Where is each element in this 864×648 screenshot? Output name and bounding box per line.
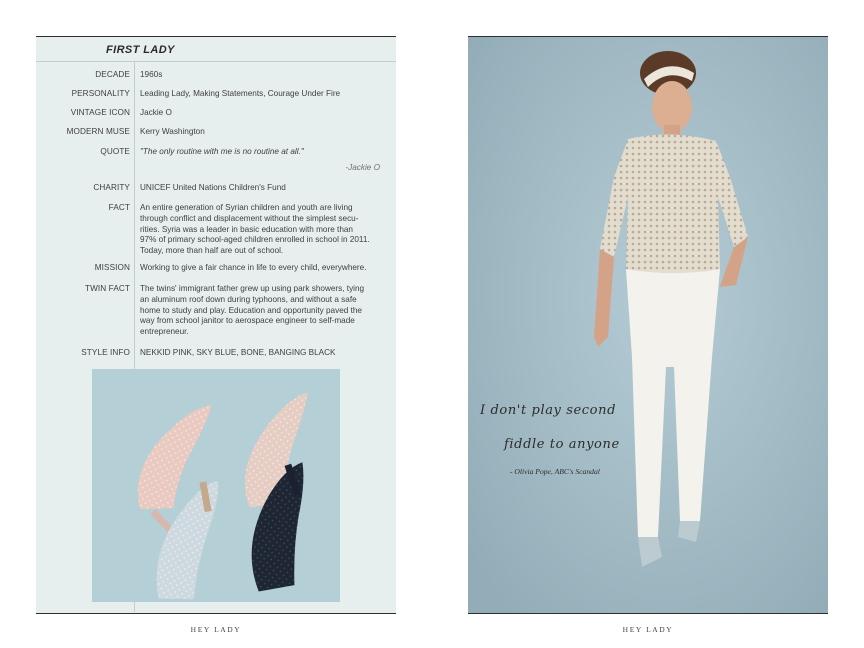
row-label: CHARITY bbox=[93, 183, 130, 192]
title-row bbox=[36, 37, 396, 62]
row-value: Leading Lady, Making Statements, Courage Under Fire bbox=[140, 89, 341, 98]
row-value: NEKKID PINK, SKY BLUE, BONE, BANGING BLACK bbox=[140, 348, 336, 357]
quote-line-1: I don't play second bbox=[480, 403, 616, 418]
quote-attribution: -Jackie O bbox=[345, 163, 380, 172]
text-line: Today, more than half are out of school. bbox=[140, 246, 284, 256]
row-value: UNICEF United Nations Children's Fund bbox=[140, 183, 286, 192]
row-label: QUOTE bbox=[100, 147, 130, 156]
right-page bbox=[468, 36, 828, 614]
footer-right: HEY LADY bbox=[622, 625, 674, 634]
text-line: way from school janitor to aerospace engineer to self-made bbox=[140, 316, 355, 326]
row-label: DECADE bbox=[95, 70, 130, 79]
row-quote bbox=[36, 147, 396, 177]
text-line: rities. Syria was a leader in basic education with more than bbox=[140, 224, 353, 234]
model-photo bbox=[468, 37, 828, 613]
row-label: VINTAGE ICON bbox=[70, 108, 130, 117]
text-line: The twins' immigrant father grew up using park showers, tying bbox=[140, 284, 365, 293]
row-value bbox=[140, 284, 384, 338]
row-label: FACT bbox=[108, 203, 130, 212]
row-label: TWIN FACT bbox=[84, 284, 130, 293]
text-line: An entire generation of Syrian children and youth are living bbox=[140, 203, 353, 212]
shoes-photo bbox=[92, 369, 340, 602]
row-label: STYLE INFO bbox=[81, 348, 130, 357]
quote-line-2: fiddle to anyone bbox=[504, 437, 620, 452]
quote-citation: - Olivia Pope, ABC's Scandal bbox=[510, 467, 600, 476]
text-line: entrepreneur. bbox=[140, 327, 189, 337]
text-line: 97% of primary school-aged children enrolled in school in 2011. bbox=[140, 235, 370, 245]
row-label: PERSONALITY bbox=[71, 89, 130, 98]
text-line: home to study and play. Education and opportunity paved the bbox=[140, 305, 362, 315]
row-value: Kerry Washington bbox=[140, 127, 205, 136]
text-line: an aluminum roof down during typhoons, and without a safe bbox=[140, 294, 357, 304]
row-label: MODERN MUSE bbox=[66, 127, 130, 136]
row-label: MISSION bbox=[94, 263, 130, 272]
quote-text: "The only routine with me is no routine at all." bbox=[140, 147, 304, 156]
row-value bbox=[140, 203, 384, 257]
left-page bbox=[36, 36, 396, 614]
row-value: Jackie O bbox=[140, 108, 172, 117]
text-line: through conflict and displacement without the simplest secu- bbox=[140, 213, 359, 223]
footer-left: HEY LADY bbox=[190, 625, 242, 634]
row-value: 1960s bbox=[140, 70, 163, 79]
row-value: Working to give a fair chance in life to every child, everywhere. bbox=[140, 263, 367, 272]
page-title: FIRST LADY bbox=[106, 44, 175, 56]
